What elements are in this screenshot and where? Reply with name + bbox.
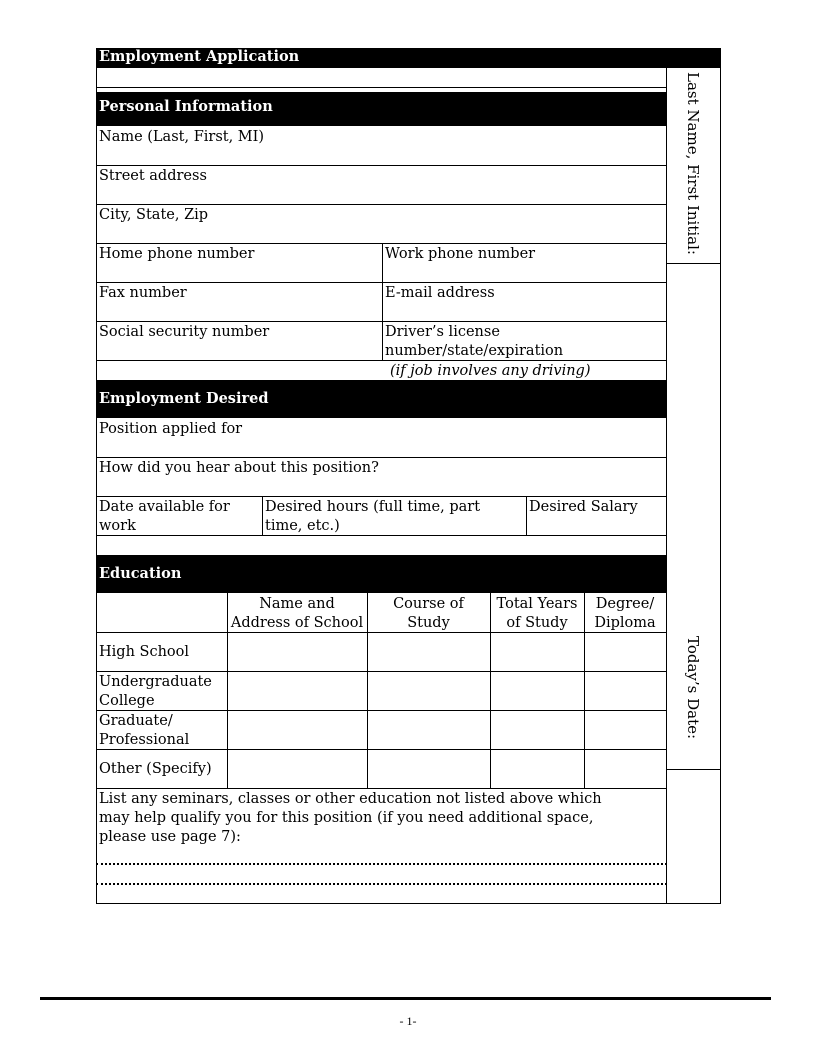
line: [96, 457, 667, 458]
line: [96, 496, 667, 497]
col-header-course-line1: Course of: [393, 596, 464, 612]
writing-line-2: [96, 883, 667, 885]
employment-heading: Employment Desired: [99, 390, 269, 407]
sidebar-last-name-label: Last Name, First Initial:: [684, 72, 702, 255]
date-available-line2: work: [99, 518, 136, 534]
row-high-school: High School: [99, 644, 190, 660]
desired-hours-line1: Desired hours (full time, part: [265, 499, 481, 515]
col-header-school-line1: Name and: [259, 596, 335, 612]
outer-left-border: [96, 48, 97, 904]
education-heading: Education: [99, 565, 182, 582]
col-header-years: [490, 595, 584, 633]
line: [490, 593, 491, 788]
line: [227, 593, 228, 788]
line: [96, 903, 721, 904]
row-undergrad-line1: Undergraduate: [99, 674, 212, 690]
license-label-line1: Driver’s license: [385, 324, 500, 340]
line: [96, 165, 667, 166]
col-header-school: [227, 595, 367, 633]
form-title: Employment Application: [99, 48, 300, 65]
col-header-school-line2: Address of School: [230, 615, 364, 631]
line: [96, 204, 667, 205]
row-graduate-line2: Professional: [99, 732, 190, 748]
ssn-label: Social security number: [99, 324, 270, 340]
col-header-course-line2: Study: [407, 615, 450, 631]
line: [262, 496, 263, 535]
city-field-label: City, State, Zip: [99, 207, 209, 223]
line: [367, 593, 368, 788]
line: [526, 496, 527, 535]
line: [96, 87, 667, 88]
seminars-line1: List any seminars, classes or other education not listed above which: [99, 791, 602, 807]
row-undergrad-line2: College: [99, 693, 155, 709]
position-label: Position applied for: [99, 421, 243, 437]
line: [96, 710, 667, 711]
work-phone-label: Work phone number: [385, 246, 536, 262]
sidebar-divider-2: [666, 769, 721, 770]
col-header-years-line1: Total Years: [496, 596, 578, 612]
fax-label: Fax number: [99, 285, 187, 301]
line: [584, 593, 585, 788]
employment-heading-bar: [96, 380, 667, 418]
col-header-degree-line2: Diploma: [594, 615, 656, 631]
desired-salary-label: Desired Salary: [529, 499, 638, 515]
col-header-course: [367, 595, 490, 633]
title-bar: [96, 48, 721, 68]
date-available-line1: Date available for: [99, 499, 230, 515]
line: [96, 632, 667, 633]
outer-right-border: [720, 48, 721, 904]
name-field-label: Name (Last, First, MI): [99, 129, 265, 145]
hear-label: How did you hear about this position?: [99, 460, 379, 476]
home-phone-label: Home phone number: [99, 246, 255, 262]
col-header-degree: [584, 595, 666, 633]
line: [96, 671, 667, 672]
personal-heading: Personal Information: [99, 98, 273, 115]
street-field-label: Street address: [99, 168, 207, 184]
license-label-line2: number/state/expiration: [385, 343, 564, 359]
col-header-years-line2: of Study: [506, 615, 568, 631]
personal-heading-bar: [96, 92, 667, 126]
line: [382, 243, 383, 360]
email-label: E-mail address: [385, 285, 495, 301]
education-heading-bar: [96, 555, 667, 593]
desired-hours-line2: time, etc.): [265, 518, 340, 534]
line: [96, 749, 667, 750]
page-number: - 1-: [399, 1014, 417, 1028]
row-other: Other (Specify): [99, 761, 212, 777]
line: [96, 535, 667, 536]
sidebar-divider-1: [666, 263, 721, 264]
seminars-line2: may help qualify you for this position (if you need additional space,: [99, 810, 594, 826]
main-right-border: [666, 68, 667, 904]
line: [96, 788, 667, 789]
seminars-line3: please use page 7):: [99, 829, 241, 845]
license-note: (if job involves any driving): [390, 363, 591, 379]
line: [96, 360, 667, 361]
writing-line-1: [96, 863, 667, 865]
row-graduate-line1: Graduate/: [99, 713, 173, 729]
col-header-degree-line1: Degree/: [595, 596, 655, 612]
footer-rule: [40, 997, 771, 1000]
sidebar-date-label: Today’s Date:: [684, 636, 702, 740]
